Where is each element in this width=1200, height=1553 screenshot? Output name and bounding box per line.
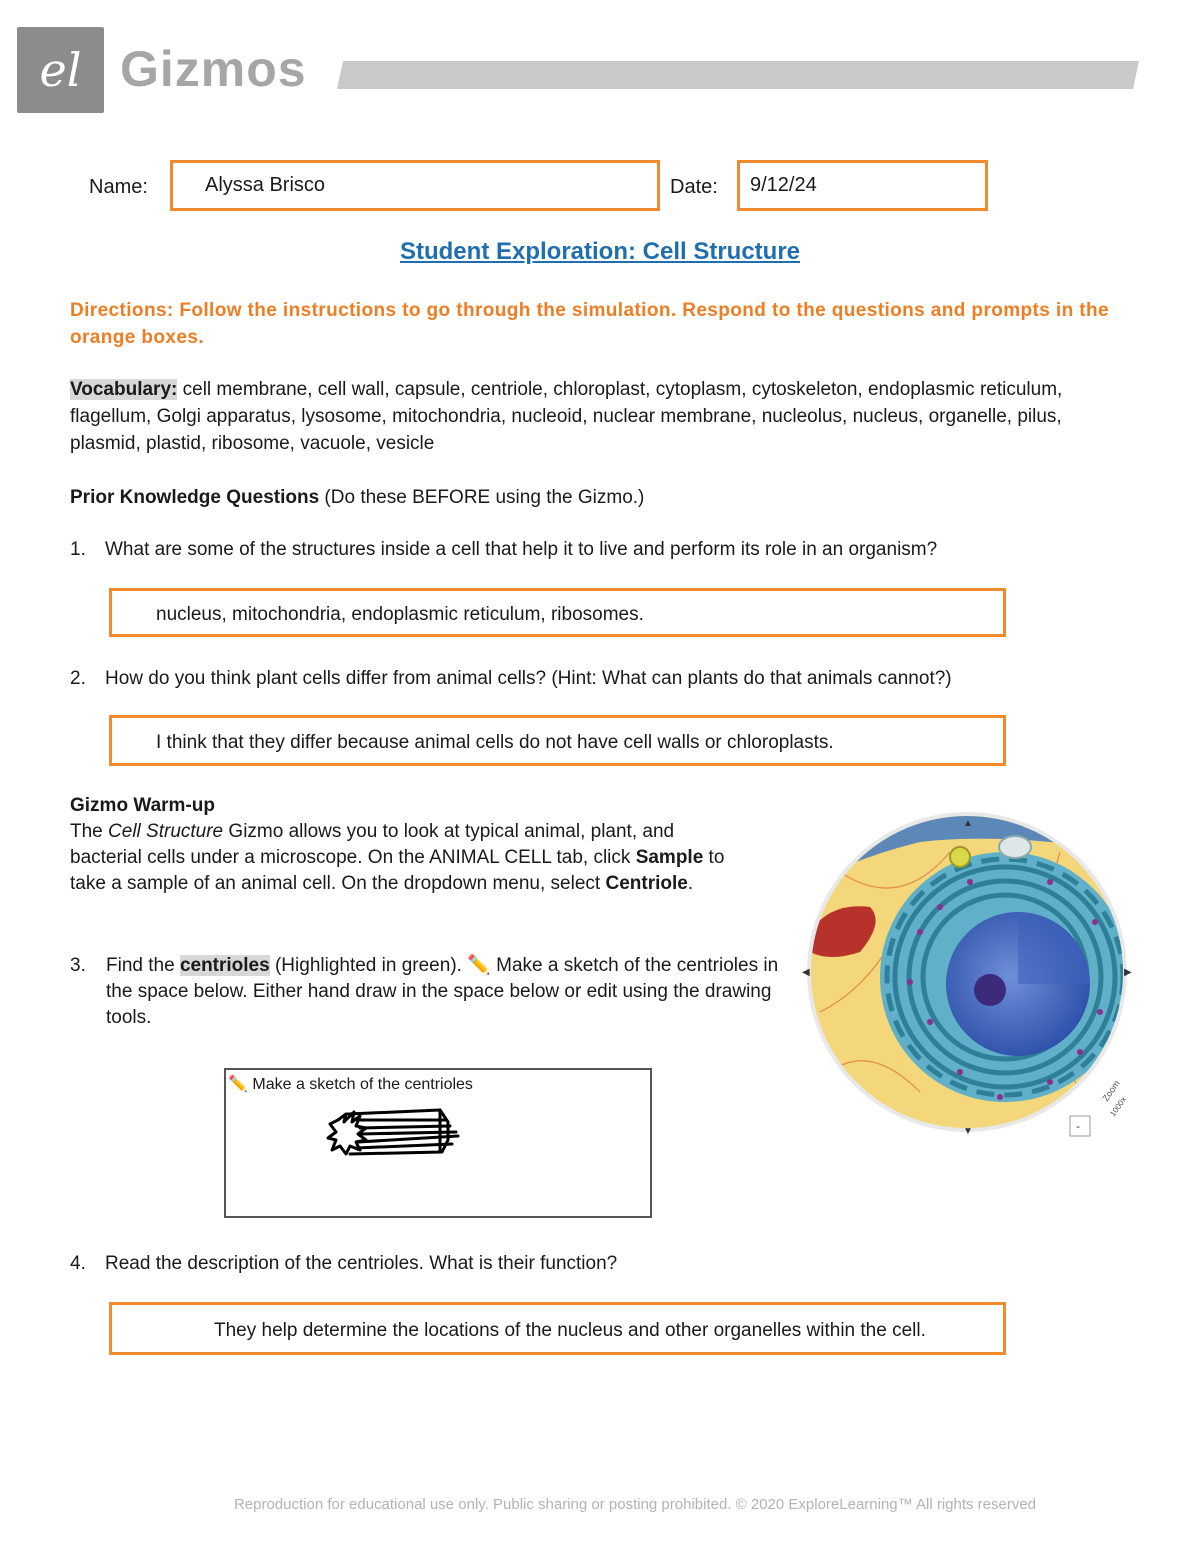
prior-knowledge-heading: Prior Knowledge Questions (70, 487, 320, 508)
pencil-icon: ✏️ (467, 955, 491, 976)
centrioles-highlight: centrioles (179, 955, 270, 976)
sketch-label-text: Make a sketch of the centrioles (252, 1076, 473, 1093)
warmup-heading: Gizmo Warm-up (70, 795, 215, 816)
answer-1-box[interactable]: nucleus, mitochondria, endoplasmic reticulum, ribosomes. (109, 588, 1006, 637)
date-field[interactable]: 9/12/24 (737, 160, 988, 211)
date-label: Date: (670, 176, 718, 198)
scroll-up-icon[interactable]: ▲ (963, 818, 973, 829)
warmup-text-1: The (70, 821, 109, 842)
zoom-label: Zoom (1100, 1078, 1122, 1104)
page-title: Student Exploration: Cell Structure (399, 238, 801, 265)
answer-4-box[interactable]: They help determine the locations of the nucleus and other organelles within the cell. (109, 1302, 1006, 1355)
name-field[interactable]: Alyssa Brisco (170, 160, 660, 211)
answer-2-box[interactable]: I think that they differ because animal cells do not have cell walls or chloroplasts. (109, 715, 1006, 766)
svg-text:-: - (1076, 1119, 1080, 1133)
scroll-right-icon[interactable]: ▶ (1124, 967, 1132, 978)
question-2-number: 2. (70, 668, 86, 689)
name-label: Name: (89, 176, 148, 198)
zoom-value: 1000x (1108, 1095, 1129, 1119)
gizmo-name: Cell Structure (108, 821, 224, 842)
animal-cell-microscope-image (800, 812, 1135, 1142)
footer-copyright: Reproduction for educational use only. Public sharing or posting prohibited. © 2020 ExploreLearning™ All rights reserved (233, 1496, 1037, 1513)
sample-keyword: Sample (635, 847, 704, 868)
warmup-text-4: . (687, 873, 694, 894)
question-2-text: How do you think plant cells differ from animal cells? (Hint: What can plants do that animals cannot?) (105, 668, 952, 689)
warmup-section (70, 793, 730, 897)
prior-knowledge-note: (Do these BEFORE using the Gizmo.) (319, 487, 645, 508)
question-2 (70, 666, 1130, 692)
centriole-sketch-drawing (226, 1070, 654, 1220)
question-1 (70, 537, 1130, 563)
prior-knowledge-heading-line (70, 485, 644, 511)
sketch-area[interactable] (224, 1068, 652, 1218)
explorelearning-logo-icon: el (39, 43, 82, 97)
question-3 (70, 953, 780, 1031)
question-4-number: 4. (70, 1253, 86, 1274)
brand-name: Gizmos (120, 41, 307, 97)
directions-text: Directions: Follow the instructions to go through the simulation. Respond to the questions and prompts in the orange boxes. (70, 300, 1109, 348)
question-1-text: What are some of the structures inside a cell that help it to live and perform its role in an organism? (105, 539, 938, 560)
question-4 (70, 1251, 1130, 1277)
warmup-text-3: to take a sample of an animal cell. On the dropdown menu, select (70, 847, 725, 894)
question-1-number: 1. (70, 539, 86, 560)
question-3-number: 3. (70, 955, 86, 976)
nucleolus-shape (974, 974, 1006, 1006)
vocabulary-list: cell membrane, cell wall, capsule, centriole, chloroplast, cytoplasm, cytoskeleton, endoplasmic reticulum, flagellum, Golgi apparatus, lysosome, mitochondria, nucleoid, nuclear membrane, nucleolus, nucleus, organelle, pilus, plasmid, plastid, ribosome, vacuole, vesicle (70, 379, 1063, 454)
vocabulary-paragraph (70, 376, 1130, 457)
scroll-left-icon[interactable]: ◀ (802, 967, 810, 978)
question-3-text-a: Find the (106, 955, 180, 976)
question-4-text: Read the description of the centrioles. What is their function? (105, 1253, 618, 1274)
zoom-out-button[interactable] (1070, 1116, 1090, 1136)
header-decorative-bar (337, 61, 1139, 89)
question-3-text-b: (Highlighted in green). (269, 955, 468, 976)
scroll-down-icon[interactable]: ▼ (963, 1126, 973, 1137)
centriole-keyword: Centriole (605, 873, 688, 894)
vocabulary-label: Vocabulary: (70, 379, 178, 400)
sketch-pencil-icon: ✏️ (228, 1076, 248, 1093)
warmup-text-2: Gizmo allows you to look at typical animal, plant, and bacterial cells under a microscope. On the ANIMAL CELL tab, click (70, 821, 675, 868)
question-3-text-c: Make a sketch of the centrioles in the space below. Either hand draw in the space below or edit using the drawing tools. (106, 955, 779, 1028)
